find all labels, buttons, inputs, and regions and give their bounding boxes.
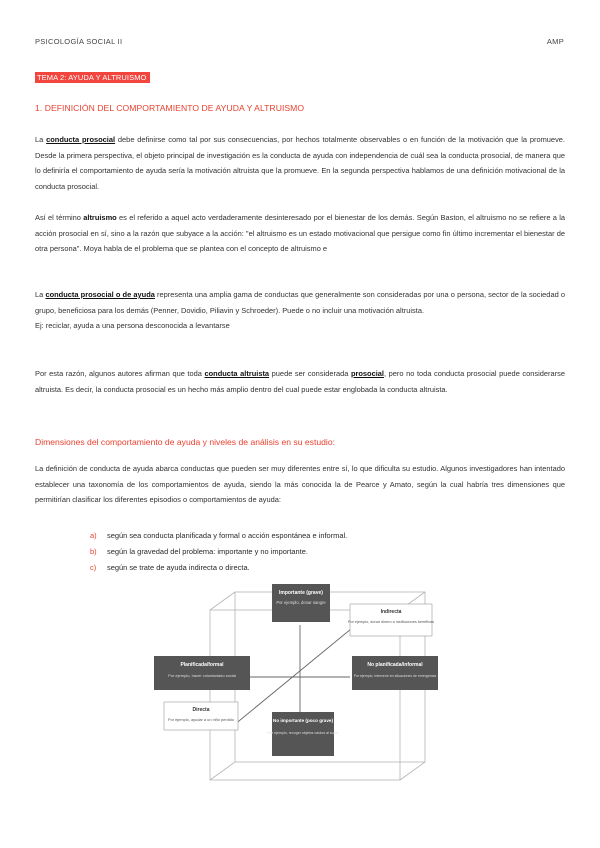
box-unimportant: [268, 712, 339, 756]
svg-text:Por ejemplo, hacer voluntariad: Por ejemplo, hacer voluntariado social: [168, 673, 236, 678]
list-item: c) según se trate de ayuda indirecta o directa.: [90, 562, 250, 572]
box-indirect: [348, 604, 434, 636]
section-title-2: Dimensiones del comportamiento de ayuda y niveles de análisis en su estudio:: [35, 437, 335, 447]
svg-text:Indirecta: Indirecta: [380, 609, 402, 615]
list-item: b) según la gravedad del problema: importante y no importante.: [90, 546, 308, 556]
svg-text:Por ejemplo, intervenir en sit: Por ejemplo, intervenir en situaciones de emergencia: [353, 674, 437, 678]
box-unplanned: [352, 656, 438, 690]
author-header: AMP: [546, 37, 564, 46]
paragraph-altruismo: Así el término altruismo es el referido a aquel acto verdaderamente desinteresado por el bienestar de los demás. Según Baston, el altruismo no se refiere a la acción prosocial en sí, sino a la razón que subyace a la acción: "el altruismo es un estado motivacional que persigue como fin último incrementar el bienestar de otra persona". Moya habla de el problema que se plantea con el concepto de altruismo e: [35, 213, 565, 253]
svg-text:Directa: Directa: [192, 707, 210, 713]
section-title-1: 1. DEFINICIÓN DEL COMPORTAMIENTO DE AYUDA Y ALTRUISMO: [35, 103, 305, 113]
dimension-list: [90, 528, 347, 575]
helping-dimensions-cube: [150, 580, 440, 820]
svg-text:No importante (poco grave): No importante (poco grave): [273, 718, 333, 723]
box-important: [272, 584, 330, 622]
svg-text:Importante (grave): Importante (grave): [279, 590, 323, 596]
paragraph-conducta-ayuda: La conducta prosocial o de ayuda representa una amplia gama de conductas que generalmente son consideradas por una o persona, sector de la sociedad o grupo, beneficiosa para los demás (Penner, Dovidio, Piliavin y Schroeder). Puede o no incluir una motivación altruista. Ej: reciclar, ayuda a una persona desconocida a levantarse: [35, 290, 566, 330]
list-item: a) según sea conducta planificada y formal o acción espontánea e informal.: [90, 531, 348, 540]
svg-text:Por ejemplo, ayudar a un niño: Por ejemplo, ayudar a un niño perdido: [168, 717, 234, 722]
example-line: Ej: reciclar, ayuda a una persona desconocida a levantarse: [35, 321, 230, 330]
svg-text:Por ejemplo, donar sangre: Por ejemplo, donar sangre: [276, 600, 326, 605]
paragraph-prosocial: La conducta prosocial debe definirse como tal por sus consecuencias, por hechos totalmente observables o en función de la motivación que la promueve. Desde la primera perspectiva, el objeto principal de investigación es la conducta de ayuda con independencia de cuál sea la conducta prosocial, de manera que lo definiría el comportamiento de ayuda sería la motivación altruista que la promueve. En la segunda perspectiva hablamos de una definición motivacional de la conducta prosocial.: [35, 135, 565, 191]
svg-text:Planificada/formal: Planificada/formal: [180, 662, 224, 668]
paragraph-dimensiones: La definición de conducta de ayuda abarca conductas que pueden ser muy diferentes entre sí, lo que dificulta su estudio. Algunos investigadores han intentado establecer una taxonomía de los comportamientos de ayuda, siendo la más conocida la de Pearce y Amato, según la cual habría tres dimensiones que permitirían clasificar los diferentes episodios o comportamientos de ayuda:: [35, 464, 565, 504]
topic-title: TEMA 2: AYUDA Y ALTRUISMO: [35, 72, 150, 83]
box-direct: [164, 702, 238, 730]
svg-text:Por ejemplo, donar dinero a in: Por ejemplo, donar dinero a instituciones benéficas: [347, 620, 435, 624]
svg-text:No planificada/informal: No planificada/informal: [367, 662, 423, 668]
box-planned: [154, 656, 250, 690]
svg-text:Por ejemplo, recoger objetos c: Por ejemplo, recoger objetos caídos al suelo: [267, 731, 339, 735]
course-header: PSICOLOGÍA SOCIAL II: [35, 37, 123, 46]
paragraph-altruista: Por esta razón, algunos autores afirman que toda conducta altruista puede ser considerada prosocial, pero no toda conducta prosocial puede considerarse altruista. Es decir, la conducta prosocial es un hecho más amplio dentro del cual puede estar englobada la conducta altruista.: [35, 369, 565, 394]
